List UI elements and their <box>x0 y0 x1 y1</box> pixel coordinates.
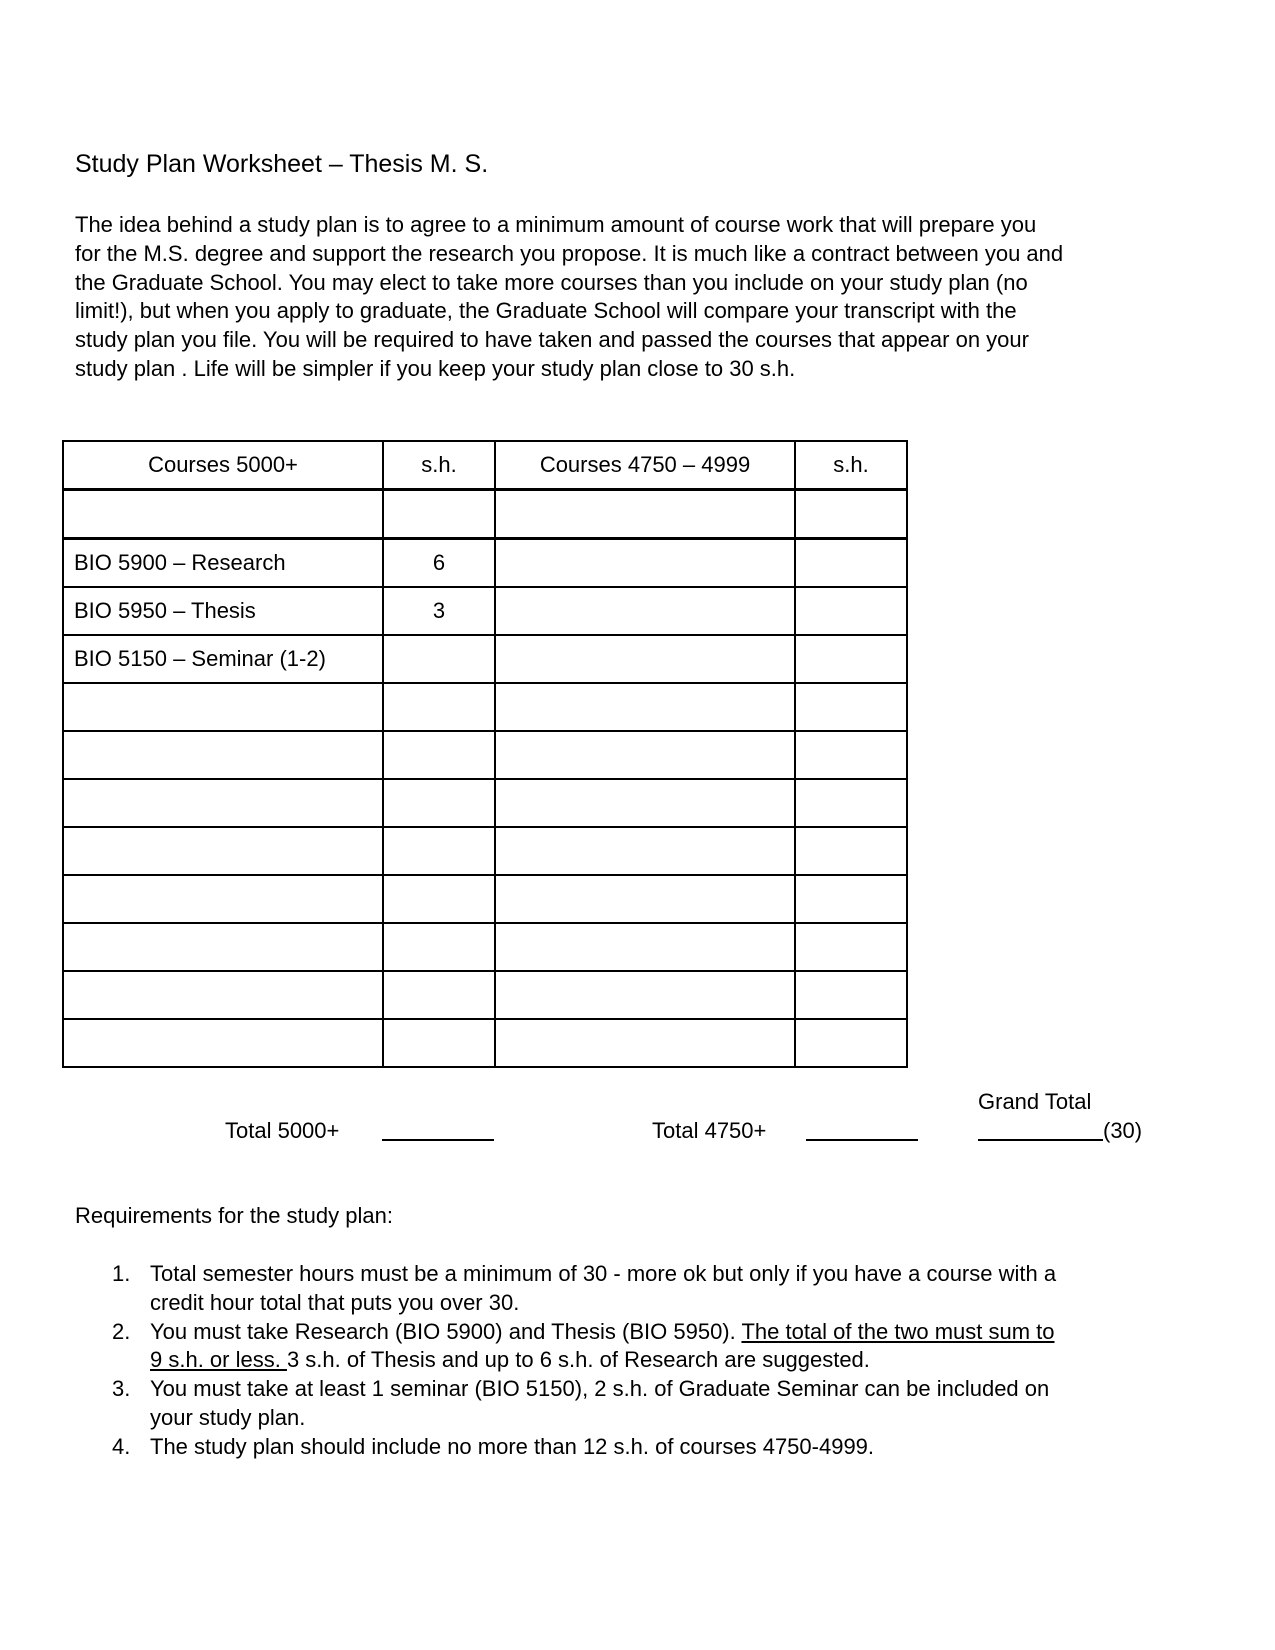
course-4750-cell[interactable] <box>495 1019 795 1067</box>
intro-line: The idea behind a study plan is to agree to a minimum amount of course work that will prepare you <box>75 212 1037 237</box>
sh-4750-cell[interactable] <box>795 587 907 635</box>
course-4750-cell[interactable] <box>495 635 795 683</box>
header-courses-5000: Courses 5000+ <box>63 441 383 490</box>
sh-5000-cell[interactable] <box>383 490 495 539</box>
sh-5000-cell[interactable]: 6 <box>383 539 495 588</box>
sh-5000-cell[interactable] <box>383 779 495 827</box>
table-row <box>63 779 907 827</box>
sh-5000-cell[interactable] <box>383 827 495 875</box>
list-number: 3. <box>112 1376 131 1402</box>
course-4750-cell[interactable] <box>495 587 795 635</box>
course-4750-cell[interactable] <box>495 779 795 827</box>
intro-line: study plan you file. You will be required to have taken and passed the courses that appear on your <box>75 327 1029 353</box>
course-5000-cell[interactable] <box>63 1019 383 1067</box>
requirement-line: credit hour total that puts you over 30. <box>150 1289 520 1315</box>
course-4750-cell[interactable] <box>495 971 795 1019</box>
sh-5000-cell[interactable] <box>383 971 495 1019</box>
table-header-row <box>63 441 907 490</box>
list-item <box>0 1433 1190 1462</box>
requirements-heading: Requirements for the study plan: <box>75 1203 393 1228</box>
course-5000-cell[interactable] <box>63 683 383 731</box>
total-5000-blank[interactable] <box>382 1139 494 1141</box>
sh-5000-cell[interactable] <box>383 923 495 971</box>
intro-paragraph <box>75 211 1205 384</box>
table-row <box>63 827 907 875</box>
sh-5000-cell[interactable] <box>383 731 495 779</box>
course-4750-cell[interactable] <box>495 923 795 971</box>
intro-line: for the M.S. degree and support the research you propose. It is much like a contract between you and <box>75 240 1064 266</box>
requirement-text: You must take Research (BIO 5900) and Thesis (BIO 5950). <box>150 1318 742 1344</box>
header-courses-4750: Courses 4750 – 4999 <box>495 441 795 490</box>
course-4750-cell[interactable] <box>495 683 795 731</box>
sh-4750-cell[interactable] <box>795 635 907 683</box>
list-item <box>0 1260 1190 1318</box>
total-4750-blank[interactable] <box>806 1139 918 1141</box>
course-4750-cell[interactable] <box>495 490 795 539</box>
list-number: 1. <box>112 1261 131 1286</box>
requirement-line: The study plan should include no more than 12 s.h. of courses 4750-4999. <box>150 1433 875 1459</box>
grand-total-target: (30) <box>1103 1118 1143 1143</box>
requirement-line: your study plan. <box>150 1404 306 1430</box>
underlined-requirement-text: 9 s.h. or less. <box>150 1347 287 1373</box>
table-row <box>63 587 907 635</box>
grand-total-blank[interactable] <box>978 1139 1103 1141</box>
header-sh-5000: s.h. <box>383 441 495 490</box>
requirement-line: Total semester hours must be a minimum of 30 - more ok but only if you have a course with a <box>150 1261 1057 1286</box>
sh-4750-cell[interactable] <box>795 779 907 827</box>
sh-4750-cell[interactable] <box>795 539 907 588</box>
table-row <box>63 490 907 539</box>
course-5000-cell[interactable] <box>63 875 383 923</box>
course-5000-cell[interactable] <box>63 971 383 1019</box>
study-plan-table <box>62 440 908 1068</box>
list-number: 4. <box>112 1433 131 1459</box>
course-5000-cell[interactable]: BIO 5900 – Research <box>63 539 383 588</box>
course-5000-cell[interactable]: BIO 5150 – Seminar (1-2) <box>63 635 383 683</box>
table-row <box>63 731 907 779</box>
sh-4750-cell[interactable] <box>795 971 907 1019</box>
requirement-line <box>150 1318 1190 1347</box>
requirement-line: You must take at least 1 seminar (BIO 5150), 2 s.h. of Graduate Seminar can be included on <box>150 1376 1050 1402</box>
intro-line: the Graduate School. You may elect to take more courses than you include on your study plan (no <box>75 269 1028 295</box>
table-row <box>63 923 907 971</box>
sh-4750-cell[interactable] <box>795 1019 907 1067</box>
table-row <box>63 971 907 1019</box>
underlined-requirement-text: The total of the two must sum to <box>741 1318 1055 1344</box>
sh-4750-cell[interactable] <box>795 490 907 539</box>
sh-5000-cell[interactable] <box>383 635 495 683</box>
header-sh-4750: s.h. <box>795 441 907 490</box>
course-4750-cell[interactable] <box>495 539 795 588</box>
course-4750-cell[interactable] <box>495 731 795 779</box>
sh-4750-cell[interactable] <box>795 875 907 923</box>
sh-5000-cell[interactable] <box>383 875 495 923</box>
list-item <box>0 1318 1190 1376</box>
total-5000-label: Total 5000+ <box>225 1118 340 1143</box>
course-5000-cell[interactable] <box>63 490 383 539</box>
course-5000-cell[interactable] <box>63 827 383 875</box>
course-5000-cell[interactable] <box>63 731 383 779</box>
sh-5000-cell[interactable] <box>383 683 495 731</box>
sh-5000-cell[interactable] <box>383 1019 495 1067</box>
sh-4750-cell[interactable] <box>795 923 907 971</box>
list-item <box>0 1375 1190 1433</box>
course-4750-cell[interactable] <box>495 827 795 875</box>
list-number: 2. <box>112 1318 131 1344</box>
sh-4750-cell[interactable] <box>795 827 907 875</box>
table-row <box>63 683 907 731</box>
sh-5000-cell[interactable]: 3 <box>383 587 495 635</box>
table-row <box>63 635 907 683</box>
course-5000-cell[interactable] <box>63 779 383 827</box>
table-row <box>63 875 907 923</box>
sh-4750-cell[interactable] <box>795 731 907 779</box>
grand-total-label: Grand Total <box>978 1089 1092 1114</box>
intro-line: limit!), but when you apply to graduate, the Graduate School will compare your transcript with the <box>75 298 1017 324</box>
page-title: Study Plan Worksheet – Thesis M. S. <box>75 150 489 178</box>
course-5000-cell[interactable]: BIO 5950 – Thesis <box>63 587 383 635</box>
requirements-list <box>0 1260 1190 1462</box>
total-4750-label: Total 4750+ <box>652 1118 767 1143</box>
course-5000-cell[interactable] <box>63 923 383 971</box>
course-4750-cell[interactable] <box>495 875 795 923</box>
table-row <box>63 539 907 588</box>
requirement-text: 3 s.h. of Thesis and up to 6 s.h. of Research are suggested. <box>286 1347 870 1373</box>
table-row <box>63 1019 907 1067</box>
requirement-line <box>150 1346 1190 1375</box>
intro-line: study plan . Life will be simpler if you keep your study plan close to 30 s.h. <box>75 355 796 381</box>
sh-4750-cell[interactable] <box>795 683 907 731</box>
